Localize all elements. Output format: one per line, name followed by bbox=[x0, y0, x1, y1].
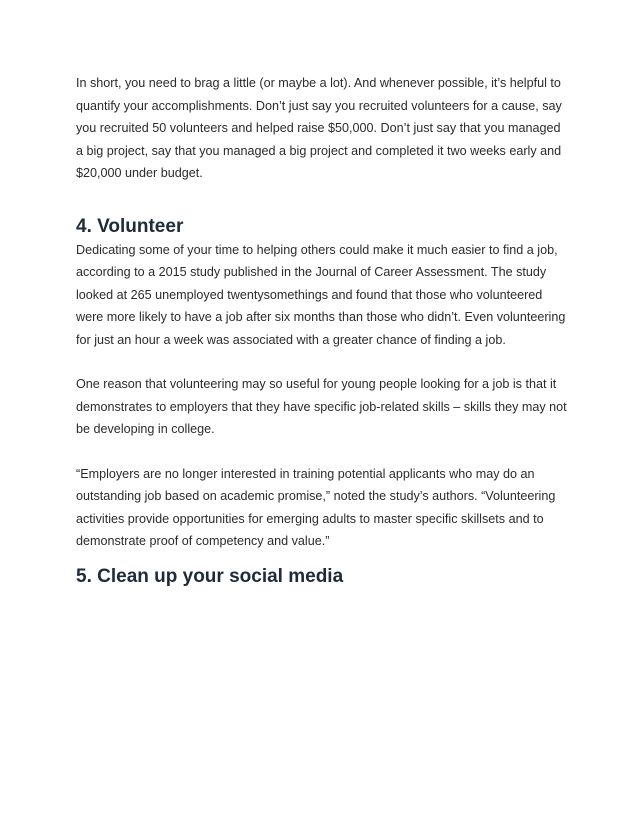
paragraph-line: looked at 265 unemployed twentysomethings and found that those who volunteered bbox=[76, 287, 543, 302]
paragraph-line: be developing in college. bbox=[76, 422, 215, 436]
paragraph-line: activities provide opportunities for emerging adults to master specific skillsets and to bbox=[76, 511, 544, 526]
section-heading-social-media: 5. Clean up your social media bbox=[76, 565, 344, 587]
intro-line: a big project, say that you managed a big project and completed it two weeks early and bbox=[76, 143, 562, 158]
intro-line: In short, you need to brag a little (or maybe a lot). And whenever possible, it’s helpful to bbox=[76, 76, 561, 90]
volunteer-paragraph-2 bbox=[76, 373, 576, 441]
paragraph-line: demonstrates to employers that they have specific job-related skills – skills they may not bbox=[76, 399, 567, 414]
volunteer-paragraph-1 bbox=[76, 239, 576, 352]
paragraph-line: were more likely to have a job after six months than those who didn’t. Even volunteering bbox=[76, 310, 566, 324]
paragraph-spacer bbox=[76, 441, 576, 463]
paragraph-line: One reason that volunteering may so useful for young people looking for a job is that it bbox=[76, 377, 557, 391]
paragraph-line: “Employers are no longer interested in training potential applicants who may do an bbox=[76, 466, 535, 481]
paragraph-line: demonstrate proof of competency and value.” bbox=[76, 534, 330, 548]
intro-line: quantify your accomplishments. Don’t just say you recruited volunteers for a cause, say bbox=[76, 98, 562, 113]
document-page bbox=[76, 72, 576, 589]
paragraph-line: according to a 2015 study published in the Journal of Career Assessment. The study bbox=[76, 265, 547, 279]
volunteer-paragraph-3 bbox=[76, 463, 576, 553]
paragraph-line: for just an hour a week was associated with a greater chance of finding a job. bbox=[76, 332, 506, 347]
paragraph-spacer bbox=[76, 351, 576, 373]
paragraph-line: Dedicating some of your time to helping others could make it much easier to find a job, bbox=[76, 242, 558, 257]
intro-line: you recruited 50 volunteers and helped raise $50,000. Don’t just say that you managed bbox=[76, 121, 561, 135]
intro-paragraph bbox=[76, 72, 576, 185]
paragraph-line: outstanding job based on academic promise,” noted the study’s authors. “Volunteering bbox=[76, 489, 556, 503]
section-heading-volunteer: 4. Volunteer bbox=[76, 215, 184, 237]
intro-line: $20,000 under budget. bbox=[76, 166, 203, 180]
